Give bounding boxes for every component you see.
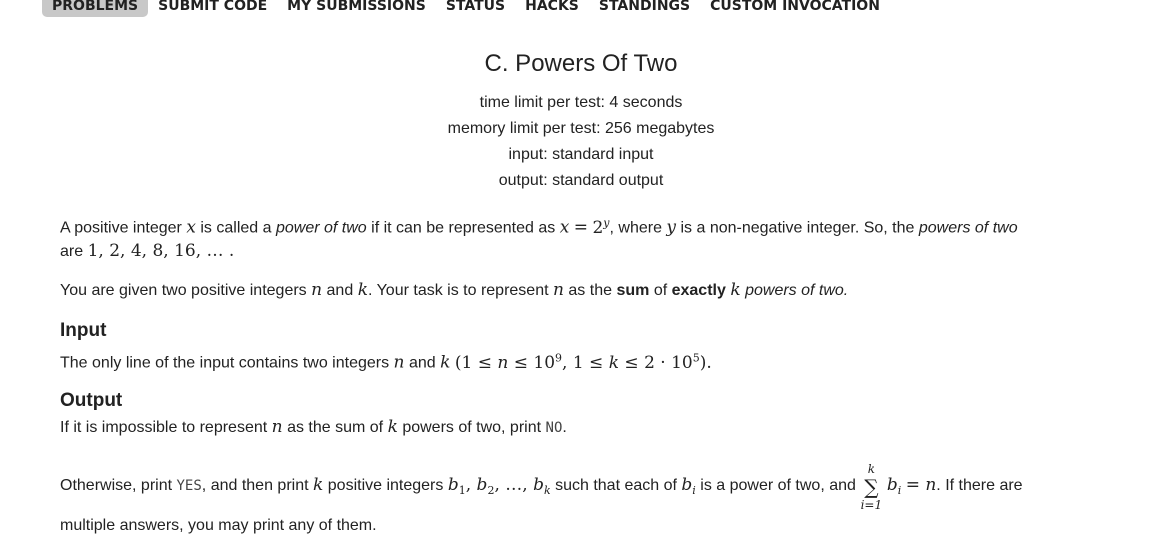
output-section-text-3: multiple answers, you may print any of them. xyxy=(60,517,377,534)
tab-my-submissions[interactable]: MY SUBMISSIONS xyxy=(287,0,426,14)
tab-problems[interactable]: PROBLEMS xyxy=(42,0,148,17)
tab-standings[interactable]: STANDINGS xyxy=(598,0,691,14)
tab-submit-code[interactable]: SUBMIT CODE xyxy=(158,0,268,14)
input-spec: input: standard input xyxy=(508,146,654,163)
output-section-text-2: Otherwise, print YES, and then print k positive integers $b_1$, $b_2$, …, $b_k$ such that each of $b_i$ is a power of two, and k ∑ i=1 $b_i = n$. If there are xyxy=(60,462,1023,512)
time-limit: time limit per test: 4 seconds xyxy=(479,94,683,111)
input-section-text: The only line of the input contains two integers n and k ($1 \le n \le 10^9$, $1 \le k \le 2 \cdot 10^5$). xyxy=(60,351,712,373)
problem-title: C. Powers Of Two xyxy=(484,50,678,77)
problem-nav-tabs xyxy=(42,0,890,17)
legend-paragraph-1: A positive integer x is called a power of two if it can be represented as x = 2$^y$, where y is a non-negative integer. So, the powers of two are 1, 2, 4, 8, 16, … . xyxy=(60,216,1018,261)
legend-paragraph-2: You are given two positive integers n and k. Your task is to represent n as the sum of exactly k powers of two. xyxy=(60,280,849,300)
no-literal: NO xyxy=(545,420,563,436)
memory-limit: memory limit per test: 256 megabytes xyxy=(447,120,715,137)
tab-hacks[interactable]: HACKS xyxy=(525,0,579,14)
output-section-text-1: If it is impossible to represent n as the sum of k powers of two, print NO. xyxy=(60,417,567,437)
output-section-title: Output xyxy=(60,390,123,411)
output-spec: output: standard output xyxy=(498,172,664,189)
summation-icon: k ∑ i=1 xyxy=(860,462,883,512)
yes-literal: YES xyxy=(176,478,202,494)
tab-status[interactable]: STATUS xyxy=(445,0,506,14)
input-section-title: Input xyxy=(60,320,107,341)
tab-custom-invocation[interactable]: CUSTOM INVOCATION xyxy=(710,0,880,14)
